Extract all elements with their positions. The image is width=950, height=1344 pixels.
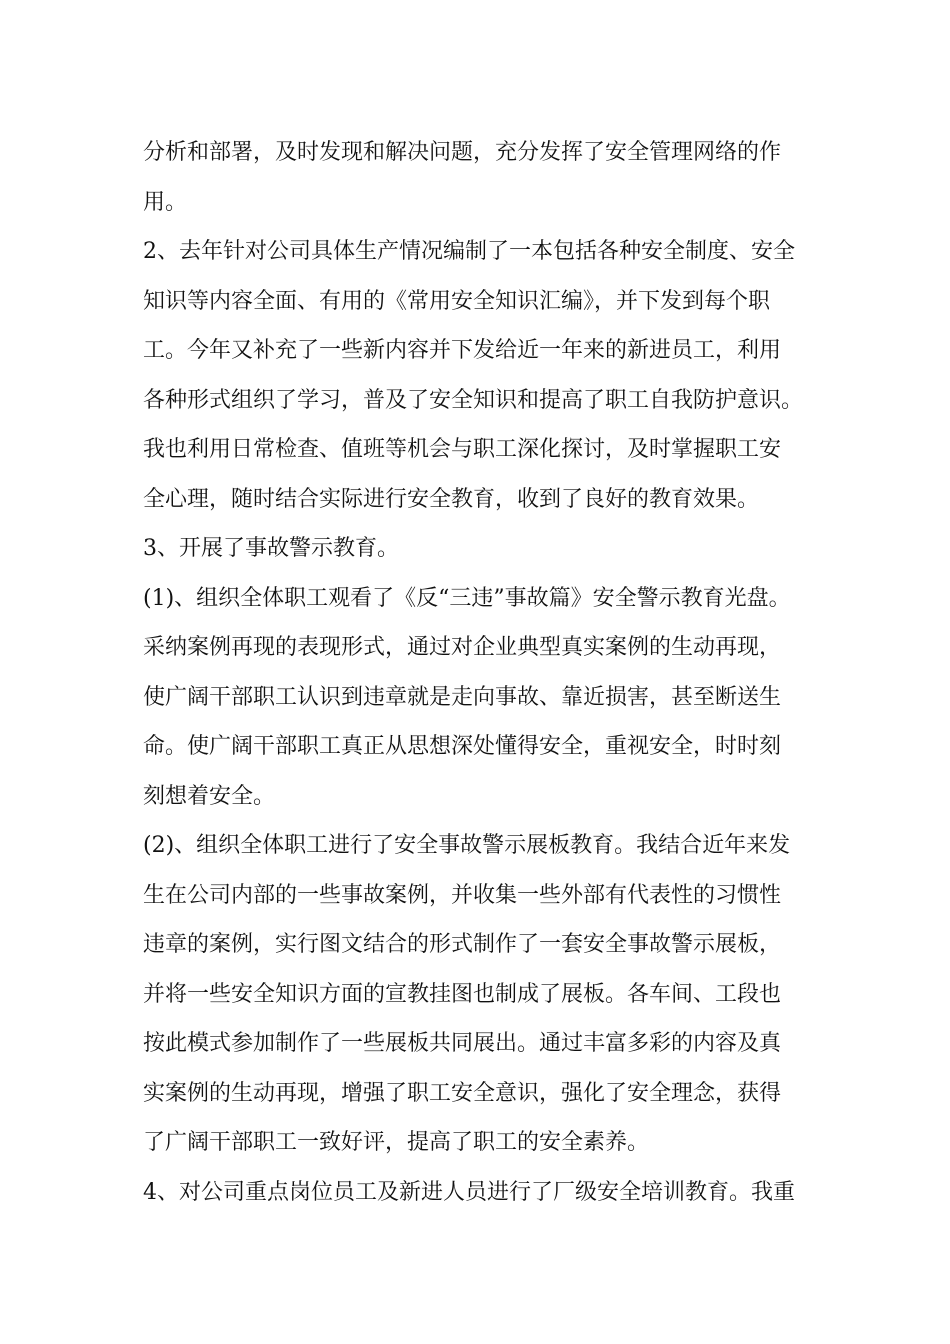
text-line: 并将一些安全知识方面的宣教挂图也制成了展板。各车间、工段也: [143, 981, 782, 1007]
text-line: 我也利用日常检查、值班等机会与职工深化探讨，及时掌握职工安: [143, 437, 782, 462]
text-line: 违章的案例，实行图文结合的形式制作了一套安全事故警示展板，: [143, 932, 782, 957]
text-line: 4、对公司重点岗位员工及新进人员进行了厂级安全培训教育。我重: [143, 1179, 795, 1205]
text-line: 用。: [143, 189, 188, 215]
text-line: 实案例的生动再现，增强了职工安全意识，强化了安全理念，获得: [143, 1080, 782, 1106]
text-line: 使广阔干部职工认识到违章就是走向事故、靠近损害，甚至断送生: [143, 684, 782, 710]
text-line: 各种形式组织了学习，普及了安全知识和提高了职工自我防护意识。: [143, 387, 804, 413]
text-line: (1)、组织全体职工观看了《反“三违”事故篇》安全警示教育光盘。: [143, 585, 791, 611]
text-line: 按此模式参加制作了一些展板共同展出。通过丰富多彩的内容及真: [143, 1031, 782, 1056]
text-line: 2、去年针对公司具体生产情况编制了一本包括各种安全制度、安全: [143, 239, 795, 264]
text-line: 3、开展了事故警示教育。: [143, 536, 399, 561]
text-line: 分析和部署，及时发现和解决问题，充分发挥了安全管理网络的作: [143, 140, 782, 165]
text-line: 全心理，随时结合实际进行安全教育，收到了良好的教育效果。: [143, 486, 760, 512]
document-body: [143, 128, 818, 1217]
text-line: (2)、组织全体职工进行了安全事故警示展板教育。我结合近年来发: [143, 833, 791, 858]
text-line: 命。使广阔干部职工真正从思想深处懂得安全，重视安全，时时刻: [143, 734, 782, 759]
text-line: 了广阔干部职工一致好评，提高了职工的安全素养。: [143, 1130, 650, 1155]
text-line: 刻想着安全。: [143, 783, 276, 809]
text-line: 工。今年又补充了一些新内容并下发给近一年来的新进员工，利用: [143, 338, 782, 363]
text-line: 知识等内容全面、有用的《常用安全知识汇编》，并下发到每个职: [143, 288, 771, 314]
text-line: 生在公司内部的一些事故案例，并收集一些外部有代表性的习惯性: [143, 882, 782, 908]
text-line: 采纳案例再现的表现形式，通过对企业典型真实案例的生动再现，: [143, 635, 782, 660]
